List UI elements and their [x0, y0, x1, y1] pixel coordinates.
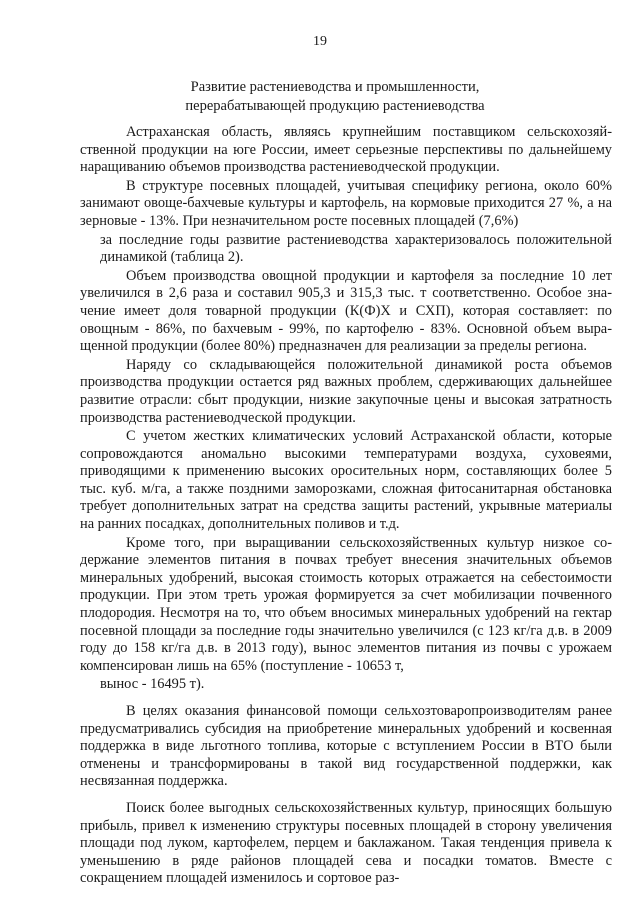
paragraph-5: С учетом жестких климатических условий Астраханской области, которые сопровождаются аномально высокими температурами воздуха, суховеями, приводящими к применению высоких оросительных норм, составляющих более 5 тыс. куб. м/га, а также поздними заморозками, сложная фитосанитарная обстановка требует дополнительных затрат на средства защиты растений, укрывные материалы на ранних посадках, дополнительных поливов и т.д. — [80, 428, 612, 533]
paragraph-6: Кроме того, при выращивании сельскохозяйственных культур низкое содержание элементов питания в почвах требует внесения значительных объемов минеральных удобрений, высокая стоимость которых отражается на себестоимости продукции. При этом треть урожая формируется за счет мобилизации почвенного плодородия. Несмотря на то, что объем вносимых минеральных удобрений на гектар посевной площади за последние годы значительно увеличился (с 123 кг/га д.в. в 2009 году до 158 кг/га д.в. в 2013 году), вынос элементов питания из почвы с урожаем компенсирован лишь на 65% (поступление - 10653 т, — [80, 534, 612, 674]
page-number: 19 — [313, 34, 327, 49]
section-title-line-1: Развитие растениеводства и промышленности, — [190, 79, 480, 95]
paragraph-6-continued: вынос - 16495 т). — [100, 676, 205, 693]
section-title — [80, 78, 590, 116]
paragraph-3: Объем производства овощной продукции и картофеля за последние 10 лет увеличился в 2,6 раза и составил 905,3 и 315,3 тыс. т соответственно. Особое значение имеет доля товарной продукции (К(Ф)Х и СХП), которая составляет: по овощным - 86%, по бахчевым - 99%, по картофелю - 83%. Основной объем выращенной продукции (более 80%) предназначен для реализации за пределы региона. — [80, 267, 612, 355]
paragraph-4: Наряду со складывающейся положительной динамикой роста объемов производства продукции остается ряд важных проблем, сдерживающих дальнейшее развитие отрасли: сбыт продукции, низкие закупочные цены и высокая затратность производства растениеводческой продукции. — [80, 356, 612, 426]
paragraph-7: В целях оказания финансовой помощи сельхозтоваропроизводителям ранее предусматривались субсидия на приобретение минеральных удобрений и косвенная поддержка в виде льготного топлива, которые с вступлением России в ВТО были отменены и трансформированы в такой вид государственной поддержки, как несвязанная поддержка. — [80, 703, 612, 790]
body-text — [80, 124, 612, 889]
paragraph-1: Астраханская область, являясь крупнейшим поставщиком сельскохозяйственной продукции на юге России, имеет серьезные перспективы по дальнейшему наращиванию объемов производства растениеводческой продукции. — [80, 124, 612, 176]
paragraph-2: В структуре посевных площадей, учитывая специфику региона, около 60% занимают овоще-бахчевые культуры и картофель, на кормовые приходится 27 %, а на зерновые - 13%. При незначительном росте посевных площадей (7,6%) — [80, 177, 612, 229]
paragraph-8: Поиск более выгодных сельскохозяйственных культур, приносящих большую прибыль, привел к изменению структуры посевных площадей в сторону увеличения площади под луком, картофелем, перцем и баклажаном. Такая тенденция привела к уменьшению в ряде районов площадей сева и посадки томатов. Вместе с сокращением площадей изменилось и сортовое раз- — [80, 799, 612, 887]
paragraph-2-continued: за последние годы развитие растениеводства характеризовалось положительной динамикой (таблица 2). — [100, 231, 612, 266]
section-title-line-2: перерабатывающей продукцию растениеводства — [185, 98, 485, 114]
